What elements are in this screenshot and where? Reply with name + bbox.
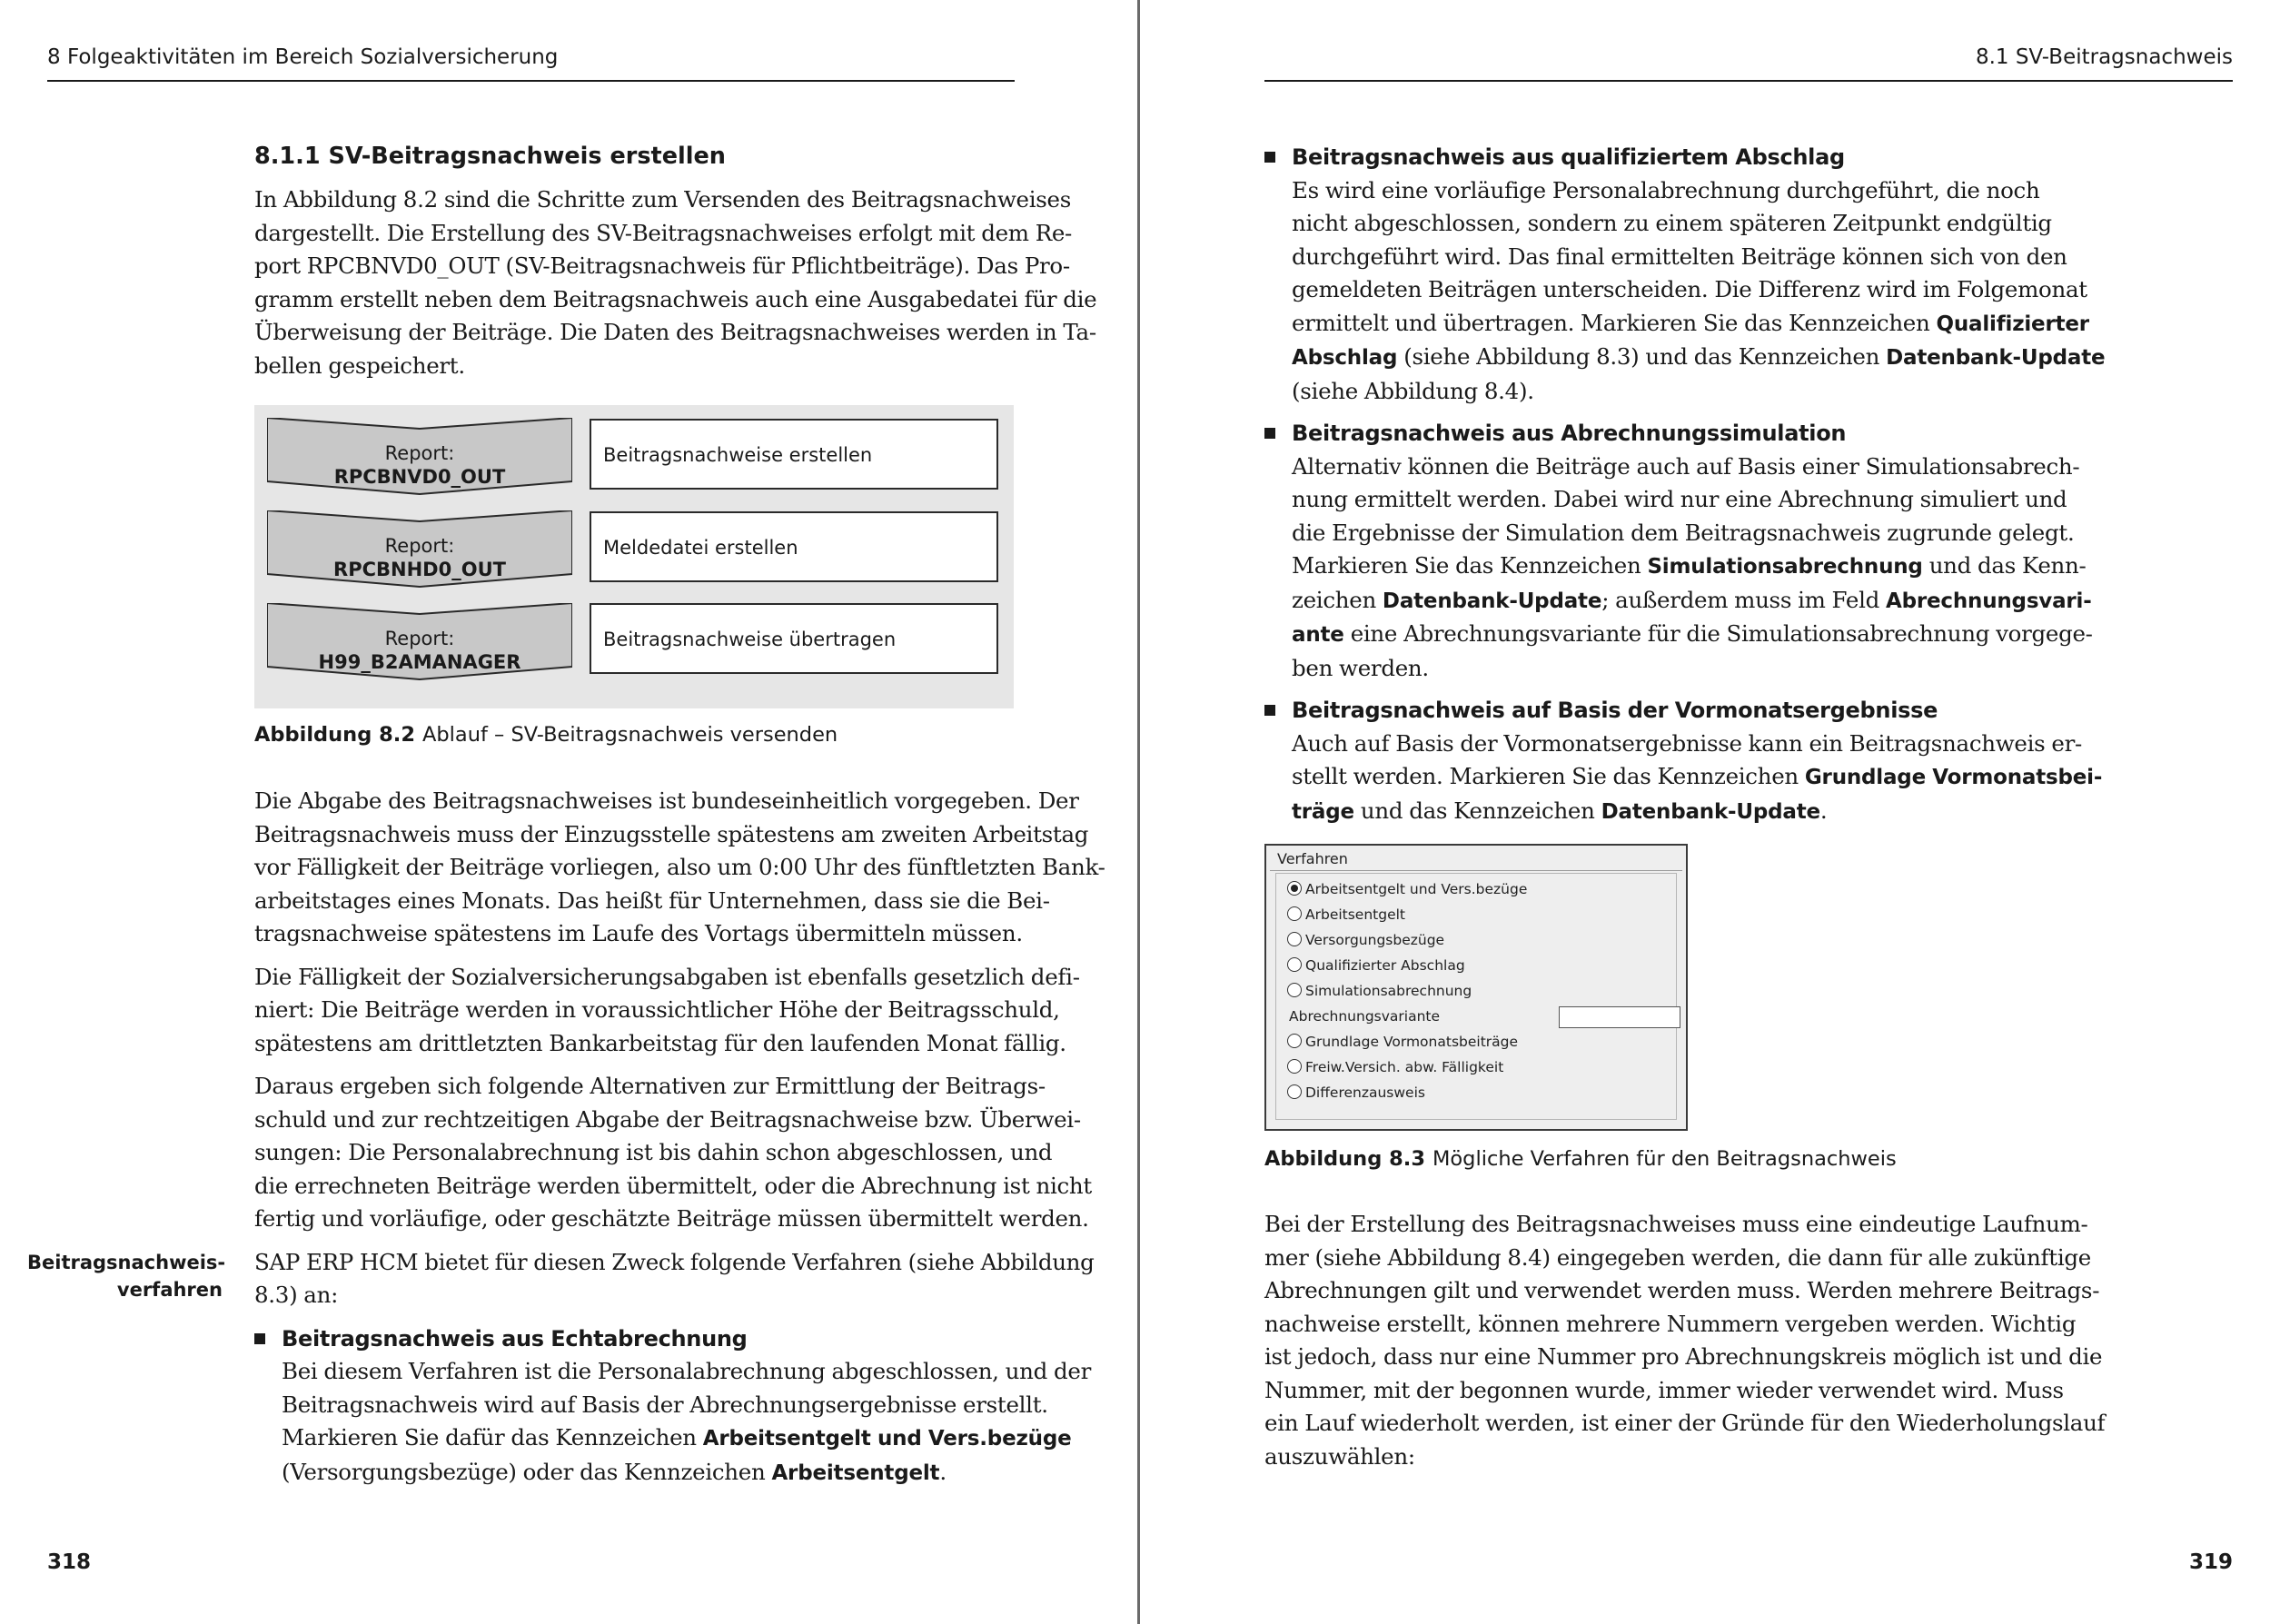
- running-head: 8 Folgeaktivitäten im Bereich Sozialversicherung: [47, 45, 559, 69]
- text-line: [1292, 584, 2092, 619]
- radio-label: Differenzausweis: [1305, 1084, 1425, 1101]
- process-step-1-box: Beitragsnachweise erstellen: [590, 419, 998, 490]
- text-line: Die Fälligkeit der Sozialversicherungsabgaben ist ebenfalls gesetzlich defi-: [254, 963, 1080, 990]
- page-number: 319: [2188, 1550, 2233, 1574]
- report-label: Report:: [384, 442, 455, 464]
- report-name: H99_B2AMANAGER: [318, 651, 521, 673]
- caption-label: Abbildung 8.3: [1264, 1147, 1425, 1171]
- paragraph: [254, 1246, 1095, 1312]
- process-step-2-box: Meldedatei erstellen: [590, 511, 998, 582]
- text-span: und das Kenn-: [1922, 552, 2087, 579]
- text-line: niert: Die Beiträge werden in voraussichtlicher Höhe der Beitragsschuld,: [254, 996, 1060, 1023]
- intro-paragraph: [254, 183, 1097, 382]
- caption-label: Abbildung 8.2: [254, 723, 415, 747]
- text-line: Abrechnungen gilt und verwendet werden muss. Werden mehrere Beitrags-: [1264, 1277, 2100, 1303]
- text-line: [1292, 795, 2036, 829]
- figure-8-2-process: [254, 405, 1014, 708]
- text-line: schuld und zur rechtzeitigen Abgabe der Beitragsnachweise bzw. Überwei-: [254, 1105, 1081, 1133]
- text-span: .: [939, 1458, 947, 1485]
- text-line: [1292, 307, 2089, 342]
- radio-button-icon[interactable]: [1287, 1034, 1302, 1048]
- radio-option-arbeitsentgelt[interactable]: [1287, 902, 1405, 927]
- radio-button-icon[interactable]: [1287, 932, 1302, 946]
- text-span: .: [1819, 797, 1828, 824]
- text-line: [1292, 618, 2093, 652]
- text-line: dargestellt. Die Erstellung des SV-Beitragsnachweises erfolgt mit dem Re-: [254, 219, 1073, 246]
- radio-option-differenzausweis[interactable]: [1287, 1080, 1425, 1105]
- text-line: [282, 1421, 1072, 1456]
- text-line: SAP ERP HCM bietet für diesen Zweck folgende Verfahren (siehe Abbildung: [254, 1248, 1095, 1275]
- radio-button-icon[interactable]: [1287, 983, 1302, 997]
- radio-button-icon[interactable]: [1287, 1084, 1302, 1099]
- radio-label: Grundlage Vormonatsbeiträge: [1305, 1034, 1519, 1050]
- bold-term: Qualifizierter: [1936, 312, 2089, 336]
- abrechnungsvariante-input[interactable]: [1559, 1006, 1680, 1028]
- bullet-item: [1264, 417, 2093, 685]
- bullet-square-icon: [1264, 152, 1275, 163]
- text-span: stellt werden. Markieren Sie das Kennzeichen: [1292, 763, 1805, 789]
- text-line: port RPCBNVD0_OUT (SV-Beitragsnachweis für Pflichtbeiträge). Das Pro-: [254, 253, 1070, 279]
- caption-text: Mögliche Verfahren für den Beitragsnachweis: [1432, 1147, 1897, 1171]
- bullet-square-icon: [254, 1333, 265, 1344]
- bold-term: Datenbank-Update: [1886, 346, 2106, 370]
- radio-option-versorgungsbezuege[interactable]: [1287, 927, 1444, 953]
- page-number: 318: [47, 1550, 92, 1574]
- process-step-3-chevron: [267, 603, 572, 679]
- bold-term: Arbeitsentgelt und Vers.bezüge: [702, 1427, 1072, 1451]
- report-label: Report:: [384, 628, 455, 649]
- margin-note: [27, 1249, 226, 1303]
- text-line: Bei diesem Verfahren ist die Personalabrechnung abgeschlossen, und der: [282, 1358, 1091, 1384]
- text-line: ben werden.: [1292, 654, 1429, 681]
- bullet-title: Beitragsnachweis aus qualifiziertem Abschlag: [1292, 144, 1845, 170]
- caption-text: Ablauf – SV-Beitragsnachweis versenden: [422, 723, 838, 747]
- bullet-title: Beitragsnachweis aus Echtabrechnung: [282, 1325, 748, 1352]
- text-line: Bei der Erstellung des Beitragsnachweises muss eine eindeutige Laufnum-: [1264, 1211, 2088, 1237]
- radio-label: Versorgungsbezüge: [1305, 932, 1445, 948]
- radio-button-icon[interactable]: [1287, 881, 1302, 896]
- margin-note-line: Beitragsnachweis-: [27, 1252, 226, 1273]
- closing-paragraph: [1264, 1208, 2106, 1473]
- margin-note-line: verfahren: [116, 1279, 223, 1301]
- figure-8-3-caption: [1264, 1147, 1897, 1171]
- text-span: und das Kennzeichen: [1353, 797, 1601, 824]
- text-line: Daraus ergeben sich folgende Alternativen zur Ermittlung der Beitrags-: [254, 1073, 1046, 1099]
- paragraph: [254, 961, 1080, 1061]
- text-line: sungen: Die Personalabrechnung ist bis dahin schon abgeschlossen, und: [254, 1139, 1053, 1165]
- text-line: Beitragsnachweis muss der Einzugsstelle spätestens am zweiten Arbeitstag: [254, 820, 1089, 847]
- text-span: Markieren Sie dafür das Kennzeichen: [282, 1424, 703, 1451]
- radio-option-qualifizierter-abschlag[interactable]: [1287, 953, 1465, 978]
- text-span: (Versorgungsbezüge) oder das Kennzeichen: [282, 1458, 772, 1485]
- radio-button-icon[interactable]: [1287, 906, 1302, 921]
- text-line: [1292, 760, 2103, 795]
- text-line: (siehe Abbildung 8.4).: [1292, 377, 1534, 404]
- text-line: durchgeführt wird. Das final ermittelten Beiträge können sich von den: [1292, 243, 2067, 270]
- text-line: auszuwählen:: [1264, 1442, 1415, 1470]
- radio-label: Qualifizierter Abschlag: [1305, 957, 1465, 974]
- right-page: [1140, 0, 2280, 1624]
- step-report-text: [267, 534, 572, 581]
- paragraph: [254, 1070, 1092, 1236]
- text-line: Auch auf Basis der Vormonatsergebnisse kann ein Beitragsnachweis er-: [1292, 729, 2082, 757]
- text-line: nicht abgeschlossen, sondern zu einem späteren Zeitpunkt endgültig: [1292, 210, 2052, 236]
- bullet-list-right: [1264, 141, 2106, 837]
- radio-button-icon[interactable]: [1287, 1059, 1302, 1074]
- text-line: gemeldeten Beiträgen unterscheiden. Die Differenz wird im Folgemonat: [1292, 276, 2087, 302]
- bold-term: Arbeitsentgelt: [771, 1461, 940, 1485]
- bullet-title: Beitragsnachweis auf Basis der Vormonatsergebnisse: [1292, 698, 1938, 723]
- text-line: Beitragsnachweis wird auf Basis der Abrechnungsergebnisse erstellt.: [282, 1391, 1048, 1418]
- section-title: 8.1.1 SV-Beitragsnachweis erstellen: [254, 143, 726, 170]
- radio-label: Freiw.Versich. abw. Fälligkeit: [1305, 1059, 1504, 1075]
- radio-option-freiw-versich-abw-faelligkeit[interactable]: [1287, 1055, 1503, 1080]
- text-line: Es wird eine vorläufige Personalabrechnung durchgeführt, die noch: [1292, 176, 2040, 203]
- text-line: tragsnachweise spätestens im Laufe des Vortags übermitteln müssen.: [254, 920, 1023, 946]
- radio-label: Arbeitsentgelt: [1305, 906, 1406, 923]
- process-step-3-box: Beitragsnachweise übertragen: [590, 603, 998, 674]
- text-line: die errechneten Beiträge werden übermittelt, oder die Abrechnung ist nicht: [254, 1172, 1092, 1199]
- text-line: Überweisung der Beiträge. Die Daten des Beitragsnachweises werden in Ta-: [254, 319, 1096, 345]
- text-span: ermittelt und übertragen. Markieren Sie das Kennzeichen: [1292, 309, 1937, 336]
- bullet-title: Beitragsnachweis aus Abrechnungssimulation: [1292, 421, 1847, 446]
- text-line: nachweise erstellt, können mehrere Nummern vergeben werden. Wichtig: [1264, 1310, 2077, 1337]
- text-line: ist jedoch, dass nur eine Nummer pro Abrechnungskreis möglich ist und die: [1264, 1343, 2103, 1370]
- bold-term: träge: [1292, 799, 1354, 824]
- bullet-square-icon: [1264, 428, 1275, 439]
- bold-term: Grundlage Vormonatsbei-: [1804, 766, 2103, 789]
- text-line: [1292, 341, 2106, 375]
- text-line: fertig und vorläufige, oder geschätzte Beiträge müssen übermittelt werden.: [254, 1205, 1089, 1232]
- text-line: gramm erstellt neben dem Beitragsnachweis auch eine Ausgabedatei für die: [254, 285, 1097, 312]
- radio-label: Arbeitsentgelt und Vers.bezüge: [1305, 881, 1528, 897]
- text-line: spätestens am drittletzten Bankarbeitstag für den laufenden Monat fällig.: [254, 1029, 1066, 1056]
- text-line: In Abbildung 8.2 sind die Schritte zum Versenden des Beitragsnachweises: [254, 186, 1072, 213]
- group-box-body: [1275, 873, 1677, 1120]
- text-line: [282, 1456, 1014, 1490]
- paragraph: [254, 785, 1105, 951]
- text-line: bellen gespeichert.: [254, 352, 465, 379]
- text-line: vor Fälligkeit der Beiträge vorliegen, also um 0:00 Uhr des fünftletzten Bank-: [254, 854, 1105, 880]
- bold-term: Simulationsabrechnung: [1647, 555, 1923, 579]
- text-line: die Ergebnisse der Simulation dem Beitragsnachweis zugrunde gelegt.: [1292, 519, 2075, 546]
- bold-term: Datenbank-Update: [1382, 589, 1602, 613]
- group-box-title: Verfahren: [1270, 848, 1682, 871]
- bold-term: Abschlag: [1292, 346, 1398, 370]
- bold-term: Abrechnungsvari-: [1886, 589, 2092, 613]
- radio-option-grundlage-vormonatsbeitraege[interactable]: [1287, 1029, 1518, 1055]
- text-span: (siehe Abbildung 8.3) und das Kennzeichen: [1397, 343, 1887, 370]
- process-step-1-chevron: [267, 418, 572, 494]
- header-rule: [47, 80, 1015, 82]
- step-report-text: [267, 441, 572, 489]
- running-head: 8.1 SV-Beitragsnachweis: [1975, 45, 2233, 69]
- body-text-left: [254, 785, 1105, 1499]
- process-step-2-chevron: [267, 510, 572, 587]
- step-report-text: [267, 627, 572, 674]
- text-line: ein Lauf wiederholt werden, ist einer der Gründe für den Wiederholungslauf: [1264, 1410, 2106, 1436]
- bullet-item: [1264, 141, 2106, 408]
- radio-option-arbeitsentgelt-und-vers-bezuege[interactable]: [1287, 876, 1527, 902]
- text-span: eine Abrechnungsvariante für die Simulationsabrechnung vorgege-: [1343, 620, 2093, 647]
- text-span: zeichen: [1292, 586, 1383, 613]
- text-span: ; außerdem muss im Feld: [1601, 586, 1887, 613]
- text-span: Markieren Sie das Kennzeichen: [1292, 552, 1648, 579]
- report-name: RPCBNVD0_OUT: [333, 466, 506, 488]
- text-line: arbeitstages eines Monats. Das heißt für Unternehmen, dass sie die Bei-: [254, 886, 1050, 914]
- figure-8-3-verfahren-dialog: [1264, 844, 1688, 1131]
- text-line: 8.3) an:: [254, 1282, 339, 1308]
- text-line: Nummer, mit der begonnen wurde, immer wieder verwendet wird. Muss: [1264, 1376, 2064, 1403]
- bullet-item: [254, 1322, 1091, 1490]
- report-label: Report:: [384, 535, 455, 557]
- text-line: nung ermittelt werden. Dabei wird nur eine Abrechnung simuliert und: [1292, 486, 2067, 512]
- abrechnungsvariante-label: Abrechnungsvariante: [1289, 1008, 1441, 1025]
- bold-term: Datenbank-Update: [1601, 799, 1820, 824]
- bullet-square-icon: [1264, 705, 1275, 716]
- radio-button-icon[interactable]: [1287, 957, 1302, 972]
- bold-term: ante: [1292, 623, 1344, 647]
- report-name: RPCBNHD0_OUT: [333, 559, 506, 580]
- text-line: mer (siehe Abbildung 8.4) eingegeben werden, die dann für alle zukünftige: [1264, 1243, 2091, 1271]
- header-rule: [1264, 80, 2233, 82]
- figure-8-2-caption: [254, 723, 838, 747]
- text-line: Die Abgabe des Beitragsnachweises ist bundeseinheitlich vorgegeben. Der: [254, 787, 1079, 814]
- radio-option-simulationsabrechnung[interactable]: [1287, 978, 1472, 1004]
- text-line: Alternativ können die Beiträge auch auf Basis einer Simulationsabrech-: [1292, 452, 2080, 480]
- radio-label: Simulationsabrechnung: [1305, 983, 1472, 999]
- text-line: [1292, 550, 2087, 584]
- bullet-item: [1264, 694, 2103, 828]
